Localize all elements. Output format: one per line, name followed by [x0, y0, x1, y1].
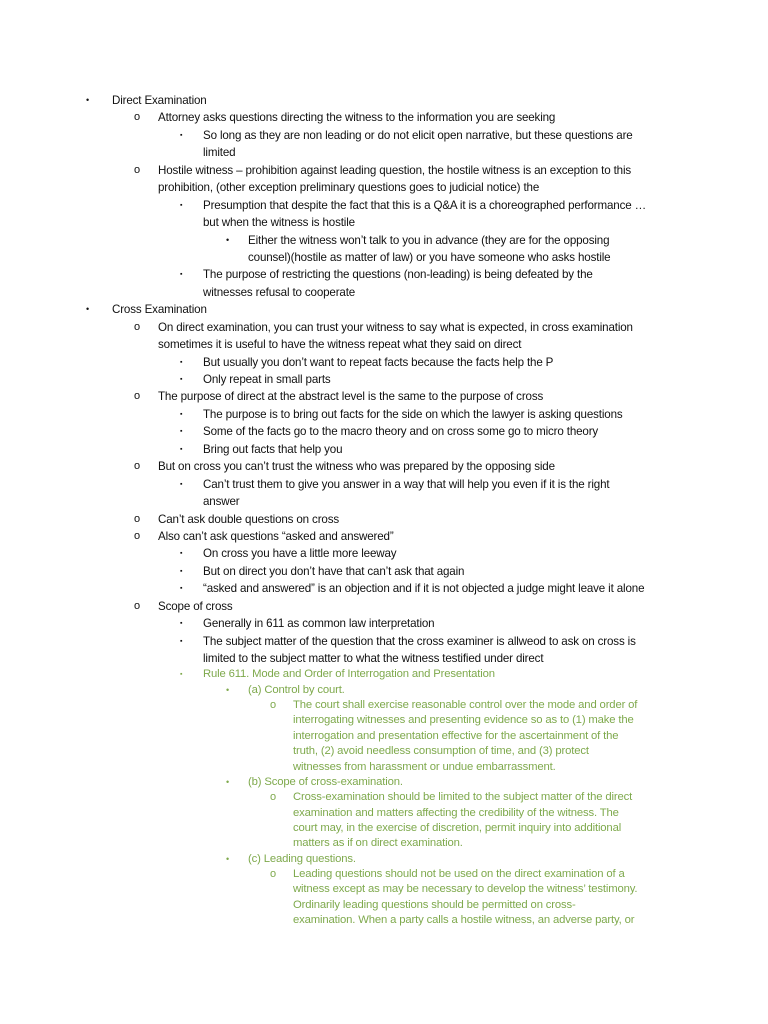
outline-line-level-5: [0, 898, 768, 913]
outline-line-level-3: [0, 493, 768, 510]
outline-line-level-3: [0, 354, 768, 371]
outline-text: Some of the facts go to the macro theory and on cross some go to micro theory: [203, 425, 599, 439]
outline-line-level-1: [0, 92, 768, 109]
outline-text: Either the witness won’t talk to you in advance (they are for the opposing: [248, 233, 610, 247]
square-bullet-icon: ▪: [180, 358, 183, 366]
outline-text: but when the witness is hostile: [203, 216, 355, 230]
outline-text: sometimes it is useful to have the witness repeat what they said on direct: [158, 338, 522, 352]
outline-line-level-3: [0, 441, 768, 458]
outline-text: But usually you don’t want to repeat facts because the facts help the P: [203, 355, 554, 369]
outline-text: Direct Examination: [112, 94, 207, 107]
outline-text: examination. When a party calls a hostile witness, an adverse party, or: [293, 913, 635, 926]
circle-bullet-icon: o: [270, 867, 276, 880]
outline-line-level-3: [0, 266, 768, 283]
outline-line-level-5: [0, 729, 768, 744]
outline-line-level-3: [0, 545, 768, 562]
disc-bullet-icon: •: [86, 304, 90, 315]
circle-bullet-icon: o: [134, 599, 140, 612]
outline-line-level-3: [0, 580, 768, 597]
outline-line-level-5: [0, 744, 768, 759]
outline-line-level-4: [0, 232, 768, 249]
outline-line-level-3: [0, 144, 768, 161]
circle-bullet-icon: o: [134, 111, 140, 124]
outline-text: On cross you have a little more leeway: [203, 547, 397, 561]
circle-bullet-icon: o: [134, 512, 140, 525]
outline-line-level-2: [0, 319, 768, 336]
outline-text: Can’t trust them to give you answer in a way that will help you even if it is the right: [203, 477, 610, 491]
outline-text: Attorney asks questions directing the witness to the information you are seeking: [158, 111, 556, 125]
disc-bullet-icon: •: [226, 776, 230, 787]
outline-line-level-2: [0, 388, 768, 405]
outline-text: (a) Control by court.: [248, 683, 345, 696]
outline-text: matters as if on direct examination.: [293, 837, 463, 850]
outline-line-level-3: [0, 633, 768, 650]
disc-bullet-icon: •: [226, 234, 230, 245]
outline-text: Hostile witness – prohibition against leading question, the hostile witness is an exception to this: [158, 163, 632, 177]
outline-line-level-3: [0, 284, 768, 301]
square-bullet-icon: ▪: [180, 671, 183, 679]
outline-text: witness except as may be necessary to develop the witness’ testimony.: [293, 883, 638, 896]
outline-line-level-3: [0, 667, 768, 682]
outline-line-level-3: [0, 214, 768, 231]
outline-text: Generally in 611 as common law interpretation: [203, 617, 435, 631]
circle-bullet-icon: o: [134, 320, 140, 333]
outline-text: limited: [203, 146, 236, 160]
square-bullet-icon: ▪: [180, 410, 183, 418]
outline-text: Can’t ask double questions on cross: [158, 512, 340, 526]
outline-line-level-2: [0, 336, 768, 353]
outline-line-level-3: [0, 127, 768, 144]
outline-text: (b) Scope of cross-examination.: [248, 775, 403, 788]
outline-line-level-1: [0, 301, 768, 318]
outline-line-level-5: [0, 698, 768, 713]
square-bullet-icon: ▪: [180, 620, 183, 628]
circle-bullet-icon: o: [270, 699, 276, 712]
outline-text: court may, in the exercise of discretion, permit inquiry into additional: [293, 821, 622, 834]
outline-text: The purpose is to bring out facts for the side on which the lawyer is asking questions: [203, 407, 623, 421]
outline-line-level-2: [0, 109, 768, 126]
square-bullet-icon: ▪: [180, 428, 183, 436]
outline-line-level-4: [0, 249, 768, 266]
square-bullet-icon: ▪: [180, 550, 183, 558]
outline-line-level-3: [0, 197, 768, 214]
outline-text: The court shall exercise reasonable control over the mode and order of: [293, 699, 638, 712]
outline-text: The purpose of restricting the questions (non-leading) is being defeated by the: [203, 268, 593, 282]
square-bullet-icon: ▪: [180, 585, 183, 593]
document-page: [0, 92, 768, 928]
outline-text: But on direct you don’t have that can’t ask that again: [203, 564, 465, 578]
outline-text: Also can’t ask questions “asked and answered”: [158, 529, 394, 543]
outline-line-level-2: [0, 511, 768, 528]
disc-bullet-icon: •: [226, 684, 230, 695]
outline-text: Bring out facts that help you: [203, 442, 343, 456]
outline-text: The purpose of direct at the abstract level is the same to the purpose of cross: [158, 390, 544, 404]
outline-line-level-3: [0, 476, 768, 493]
outline-line-level-3: [0, 371, 768, 388]
outline-text: Cross-examination should be limited to the subject matter of the direct: [293, 791, 633, 804]
outline-text: So long as they are non leading or do not elicit open narrative, but these questions are: [203, 128, 633, 142]
circle-bullet-icon: o: [134, 460, 140, 473]
outline-text: “asked and answered” is an objection and if it is not objected a judge might leave it alone: [203, 582, 645, 596]
outline-line-level-2: [0, 162, 768, 179]
outline-text: Leading questions should not be used on the direct examination of a: [293, 867, 625, 880]
outline-line-level-5: [0, 867, 768, 882]
outline-text: interrogating witnesses and presenting evidence so as to (1) make the: [293, 714, 634, 727]
outline-line-level-4: [0, 852, 768, 867]
outline-line-level-3: [0, 423, 768, 440]
square-bullet-icon: ▪: [180, 637, 183, 645]
outline-text: truth, (2) avoid needless consumption of time, and (3) protect: [293, 745, 589, 758]
square-bullet-icon: ▪: [180, 376, 183, 383]
outline-line-level-3: [0, 615, 768, 632]
circle-bullet-icon: o: [134, 163, 140, 176]
outline-text: Rule 611. Mode and Order of Interrogation and Presentation: [203, 668, 495, 681]
outline-line-level-5: [0, 913, 768, 928]
outline-line-level-5: [0, 806, 768, 821]
outline-line-level-5: [0, 821, 768, 836]
outline-line-level-5: [0, 713, 768, 728]
outline-line-level-3: [0, 406, 768, 423]
square-bullet-icon: ▪: [180, 480, 183, 488]
circle-bullet-icon: o: [134, 390, 140, 403]
disc-bullet-icon: •: [86, 95, 90, 105]
outline-line-level-4: [0, 775, 768, 790]
disc-bullet-icon: •: [226, 853, 230, 864]
outline-line-level-5: [0, 790, 768, 805]
outline-text: interrogation and presentation effective for the ascertainment of the: [293, 729, 619, 742]
outline-line-level-2: [0, 528, 768, 545]
outline-line-level-3: [0, 650, 768, 667]
circle-bullet-icon: o: [270, 791, 276, 804]
outline-text: Only repeat in small parts: [203, 373, 331, 386]
outline-text: (c) Leading questions.: [248, 852, 356, 865]
outline-line-level-5: [0, 836, 768, 851]
outline-text: answer: [203, 495, 240, 509]
outline-text: Presumption that despite the fact that this is a Q&A it is a choreographed performance …: [203, 198, 647, 212]
outline-text: Ordinarily leading questions should be permitted on cross-: [293, 898, 576, 911]
outline-line-level-2: [0, 598, 768, 615]
square-bullet-icon: ▪: [180, 567, 183, 575]
outline-text: witnesses refusal to cooperate: [203, 285, 356, 299]
outline-text: Cross Examination: [112, 303, 207, 317]
outline-text: examination and matters affecting the credibility of the witness. The: [293, 806, 619, 819]
outline-text: On direct examination, you can trust your witness to say what is expected, in cross examination: [158, 320, 633, 334]
outline-text: But on cross you can’t trust the witness who was prepared by the opposing side: [158, 460, 555, 474]
outline-line-level-4: [0, 683, 768, 698]
square-bullet-icon: ▪: [180, 131, 183, 139]
outline-line-level-5: [0, 882, 768, 897]
outline-text: limited to the subject matter to what the witness testified under direct: [203, 652, 544, 665]
outline-line-level-3: [0, 563, 768, 580]
square-bullet-icon: ▪: [180, 445, 183, 453]
square-bullet-icon: ▪: [180, 271, 183, 279]
outline-text: The subject matter of the question that the cross examiner is allweod to ask on cross is: [203, 634, 636, 648]
outline-line-level-5: [0, 760, 768, 775]
circle-bullet-icon: o: [134, 529, 140, 542]
outline-text: prohibition, (other exception preliminary questions goes to judicial notice) the: [158, 181, 540, 195]
outline-text: Scope of cross: [158, 599, 233, 613]
outline-line-level-2: [0, 179, 768, 196]
outline-text: counsel)(hostile as matter of law) or you have someone who asks hostile: [248, 250, 611, 264]
outline-text: witnesses from harassment or undue embarrassment.: [293, 760, 556, 773]
square-bullet-icon: ▪: [180, 201, 183, 209]
outline-line-level-2: [0, 458, 768, 475]
